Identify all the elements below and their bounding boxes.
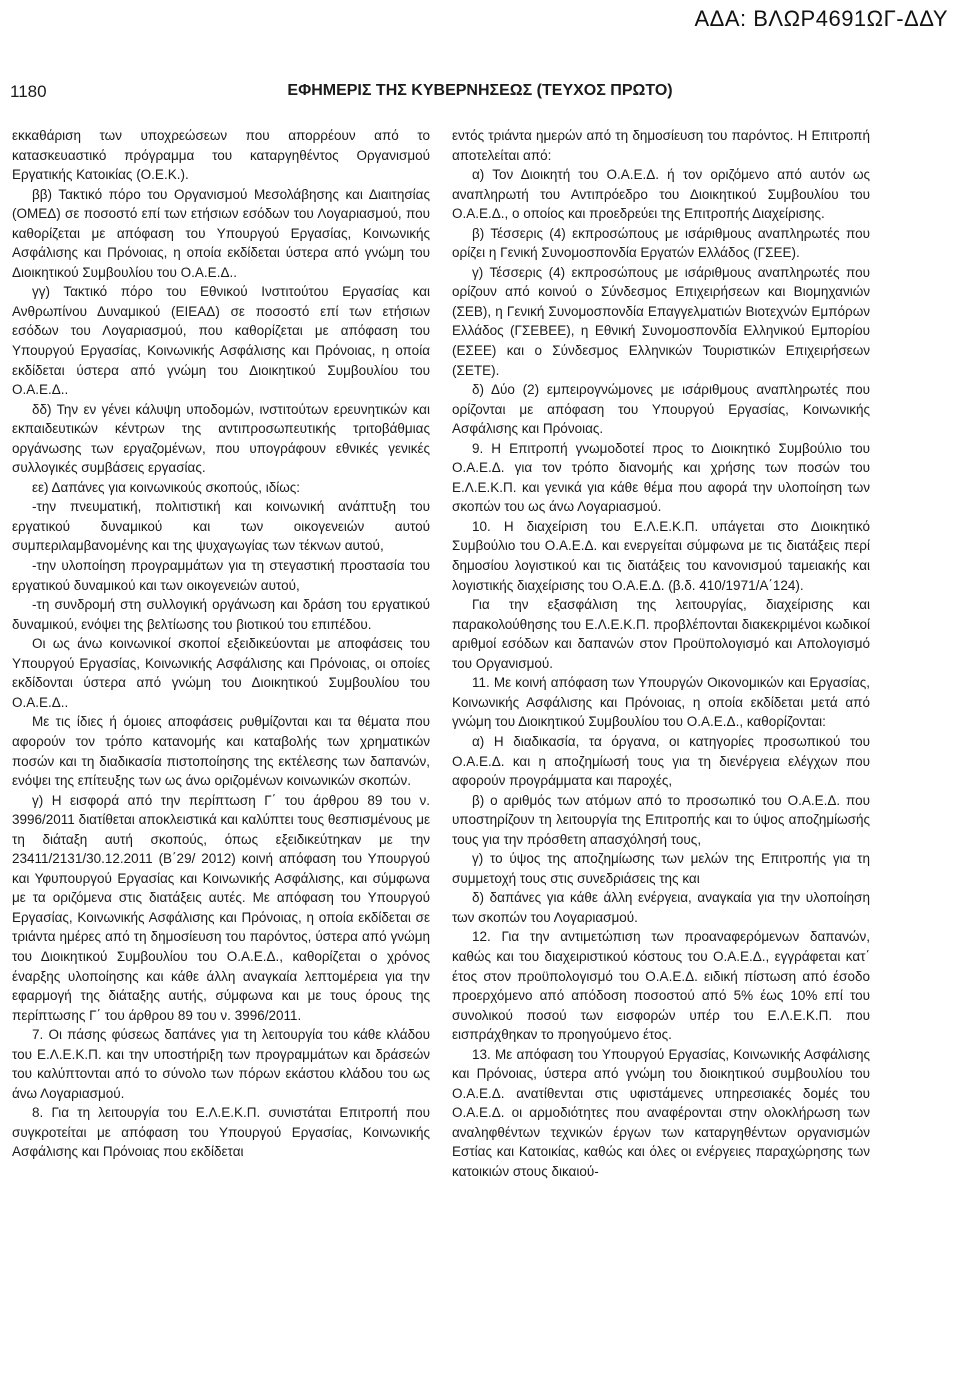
paragraph: Για την εξασφάλιση της λειτουργίας, διαχείρισης και παρακολούθησης του Ε.Λ.Ε.Κ.Π. προβλέπονται διακεκριμένοι κωδικοί αριθμοί εσόδων και δαπανών στον Προϋπολογισμό και Απολογισμό του Οργανισμού.: [452, 597, 870, 671]
paragraph: δ) Δύο (2) εμπειρογνώμονες με ισάριθμους αναπληρωτές που ορίζονται με απόφαση του Υπουργού Εργασίας, Κοινωνικής Ασφάλισης και Πρόνοιας.: [452, 382, 870, 437]
paragraph: 11. Με κοινή απόφαση των Υπουργών Οικονομικών και Εργασίας, Κοινωνικής Ασφάλισης και Πρόνοιας, η οποία εκδίδεται μετά από γνώμη του Διοικητικού Συμβουλίου του Ο.Α.Ε.Δ., καθορίζονται:: [452, 675, 870, 730]
paragraph: Οι ως άνω κοινωνικοί σκοποί εξειδικεύονται με αποφάσεις του Υπουργού Εργασίας, Κοινωνικής Ασφάλισης και Πρόνοιας, οι οποίες εκδίδονται ύστερα από γνώμη του Διοικητικού Συμβουλίου του Ο.Α.Ε.Δ..: [12, 636, 430, 710]
paragraph: εκκαθάριση των υποχρεώσεων που απορρέουν από το κατασκευαστικό πρόγραμμα του καταργηθέντος Οργανισμού Εργατικής Κατοικίας (Ο.Ε.Κ.).: [12, 128, 430, 183]
paragraph: β) Τέσσερις (4) εκπροσώπους με ισάριθμους αναπληρωτές που ορίζει η Γενική Συνομοσπονδία Εργατών Ελλάδος (ΓΣΕΕ).: [452, 225, 870, 261]
paragraph: β) ο αριθμός των ατόμων από το προσωπικό του Ο.Α.Ε.Δ. που υποστηρίζουν τη λειτουργία της Επιτροπής και το ύψος αποζημίωσής τους για την πρόσθετη απασχόλησή τους,: [452, 792, 870, 847]
paragraph: α) Η διαδικασία, τα όργανα, οι κατηγορίες προσωπικού του Ο.Α.Ε.Δ. και η αποζημίωσή τους για τη διενέργεια ελέγχων που αφορούν προγράμματα και παροχές,: [452, 733, 870, 789]
paragraph: 13. Με απόφαση του Υπουργού Εργασίας, Κοινωνικής Ασφάλισης και Πρόνοιας, ύστερα από γνώμη του διοικητικού συμβουλίου του Ο.Α.Ε.Δ. ανατίθενται στις υφιστάμενες υπηρεσιακές δομές του Ο.Α.Ε.Δ. οι αρμοδιότητες που αναφέρονται στην ολοκλήρωση των αναληφθέντων τεχνικών έργων των καταργηθέντων οργανισμών Εστίας και Κατοικίας, καθώς και όλες οι ενέργειες παραχώρησης των κατοικιών στους δικαιού-: [452, 1046, 870, 1179]
paragraph: 9. Η Επιτροπή γνωμοδοτεί προς το Διοικητικό Συμβούλιο του Ο.Α.Ε.Δ. για τον τρόπο διανομής και χρήσης των ποσών του Ε.Λ.Ε.Κ.Π. και γενικά για κάθε θέμα που αφορά την υλοποίηση των σκοπών του ως άνω Λογαριασμού.: [452, 440, 870, 515]
paragraph: 12. Για την αντιμετώπιση των προαναφερόμενων δαπανών, καθώς και του διαχειριστικού κόστους του Ο.Α.Ε.Δ., εγγράφεται κατ΄ έτος στον προϋπολογισμό του Ο.Α.Ε.Δ. ειδική πίστωση από έσοδο προερχόμενο από απόδοση ποσοστού από 5% έως 10% επί του συνολικού ποσού των εισφορών υπέρ του Ε.Λ.Ε.Κ.Π. που εισπράχθηκαν το προηγούμενο έτος.: [452, 929, 870, 1043]
paragraph: γγ) Τακτικό πόρο του Εθνικού Ινστιτούτου Εργασίας και Ανθρωπίνου Δυναμικού (ΕΙΕΑΔ) σε ποσοστό επί των ετήσιων εσόδων του Λογαριασμού, που καθορίζεται με απόφαση του Υπουργού Εργασίας, Κοινωνικής Ασφάλισης και Πρόνοιας, η οποία εκδίδεται ύστερα από γνώμη του Διοικητικού Συμβουλίου του Ο.Α.Ε.Δ..: [12, 284, 430, 398]
paragraph: α) Τον Διοικητή του Ο.Α.Ε.Δ. ή τον οριζόμενο από αυτόν ως αναπληρωτή του Αντιπρόεδρο του Διοικητικού Συμβουλίου του Ο.Α.Ε.Δ., ο οποίος και προεδρεύει της Επιτροπής Διαχείρισης.: [452, 167, 870, 222]
paragraph: δ) δαπάνες για κάθε άλλη ενέργεια, αναγκαία για την υλοποίηση των σκοπών του Λογαριασμού.: [452, 890, 870, 925]
page-number: 1180: [10, 82, 47, 101]
paragraph: εντός τριάντα ημερών από τη δημοσίευση του παρόντος. Η Επιτροπή αποτελείται από:: [452, 128, 870, 163]
paragraph: γ) το ύψος της αποζημίωσης των μελών της Επιτροπής για τη συμμετοχή τους στις συνεδριάσεις της και: [452, 851, 870, 886]
right-column: [452, 126, 870, 1182]
paragraph: 10. Η διαχείριση του Ε.Λ.Ε.Κ.Π. υπάγεται στο Διοικητικό Συμβούλιο του Ο.Α.Ε.Δ. και ενεργείται σύμφωνα με τις διατάξεις περί δημοσίου λογιστικού και τις διατάξεις του κανονισμού ταμειακής και λογιστικής διαχείρισης του Ο.Α.Ε.Δ. (β.δ. 410/1971/Α΄124).: [452, 518, 870, 593]
paragraph: 8. Για τη λειτουργία του Ε.Λ.Ε.Κ.Π. συνιστάται Επιτροπή που συγκροτείται με απόφαση του Υπουργού Εργασίας, Κοινωνικής Ασφάλισης και Πρόνοιας που εκδίδεται: [12, 1105, 430, 1160]
paragraph: δδ) Την εν γένει κάλυψη υποδομών, ινστιτούτων ερευνητικών και εκπαιδευτικών κέντρων της αντιπροσωπευτικής τριτοβάθμιας οργάνωσης των εργαζομένων, που υπογράφουν εθνικές γενικές συλλογικές συμβάσεις εργασίας.: [12, 401, 430, 476]
paragraph: -την πνευματική, πολιτιστική και κοινωνική ανάπτυξη του εργατικού δυναμικού και των οικογενειών αυτού συμπεριλαμβανομένης και της ψυχαγωγίας των τέκνων αυτού,: [12, 499, 430, 554]
left-column: [12, 126, 430, 1162]
paragraph: -τη συνδρομή στη συλλογική οργάνωση και δράση του εργατικού δυναμικού, ενόψει της βελτίωσης του βιοτικού του επιπέδου.: [12, 597, 430, 632]
paragraph: γ) Η εισφορά από την περίπτωση Γ΄ του άρθρου 89 του ν. 3996/2011 διατίθεται αποκλειστικά και καλύπτει τους θεσπισμένους με τη διάταξη αυτή σκοπούς, όπως εξειδικεύτηκαν με την 23411/2131/30.12.2011 (Β΄29/ 2012) κοινή απόφαση του Υπουργού και Υφυπουργού Εργασίας και Κοινωνικής Ασφάλισης, και σύμφωνα με τα οριζόμενα στις διατάξεις αυτές. Με απόφαση του Υπουργού Εργασίας, Κοινωνικής Ασφάλισης και Πρόνοιας, η οποία εκδίδεται σε τριάντα ημέρες από τη δημοσίευση του παρόντος, ύστερα από γνώμη του Διοικητικού Συμβουλίου του Ο.Α.Ε.Δ., καθορίζεται ο χρόνος έναρξης υλοποίησης και κάθε άλλη αναγκαία λεπτομέρεια για την εφαρμογή της διάταξης αυτής, σύμφωνα και με τους όρους της περίπτωσης Γ΄ του άρθρου 89 του ν. 3996/2011.: [12, 792, 430, 1023]
paragraph: 7. Οι πάσης φύσεως δαπάνες για τη λειτουργία του κάθε κλάδου του Ε.Λ.Ε.Κ.Π. και την υποστήριξη των προγραμμάτων και δράσεών του καλύπτονται από το σύνολο των πόρων εκάστου κλάδου του ως άνω Λογαριασμού.: [12, 1027, 430, 1101]
paragraph: Με τις ίδιες ή όμοιες αποφάσεις ρυθμίζονται και τα θέματα που αφορούν τον τρόπο κατανομής και καταβολής των χρηματικών ποσών και τη διαδικασία πιστοποίησης της εκτέλεσης των δαπανών, ενόψει της επίτευξης των ως άνω οριζομένων κοινωνικών σκοπών.: [12, 714, 430, 789]
paragraph: -την υλοποίηση προγραμμάτων για τη στεγαστική προστασία του εργατικού δυναμικού και των οικογενειών αυτού,: [12, 558, 430, 593]
gazette-title: ΕΦΗΜΕΡΙΣ ΤΗΣ ΚΥΒΕΡΝΗΣΕΩΣ (ΤΕΥΧΟΣ ΠΡΩΤΟ): [287, 82, 673, 99]
paragraph: ββ) Τακτικό πόρο του Οργανισμού Μεσολάβησης και Διαιτησίας (ΟΜΕΔ) σε ποσοστό επί των ετήσιων εσόδων του Λογαριασμού, που καθορίζεται με απόφαση του Υπουργού Εργασίας, Κοινωνικής Ασφάλισης και Πρόνοιας, η οποία εκδίδεται ύστερα από γνώμη του Διοικητικού Συμβουλίου του Ο.Α.Ε.Δ..: [12, 186, 430, 280]
paragraph: εε) Δαπάνες για κοινωνικούς σκοπούς, ιδίως:: [32, 479, 301, 495]
page-header: [0, 82, 960, 104]
paragraph: γ) Τέσσερις (4) εκπροσώπους με ισάριθμους αναπληρωτές που ορίζουν από κοινού ο Σύνδεσμος Επιχειρήσεων και Βιομηχανιών (ΣΕΒ), η Γενική Συνομοσπονδία Επαγγελματιών Βιοτεχνών Εμπόρων Ελλάδος (ΓΣΕΒΕΕ), η Εθνική Συνομοσπονδία Ελληνικού Εμπορίου (ΕΣΕΕ) και ο Σύνδεσμος Ελληνικών Τουριστικών Επιχειρήσεων (ΣΕΤΕ).: [452, 264, 870, 378]
ada-code: ΑΔΑ: ΒΛΩΡ4691ΩΓ-ΔΔΥ: [694, 6, 948, 31]
